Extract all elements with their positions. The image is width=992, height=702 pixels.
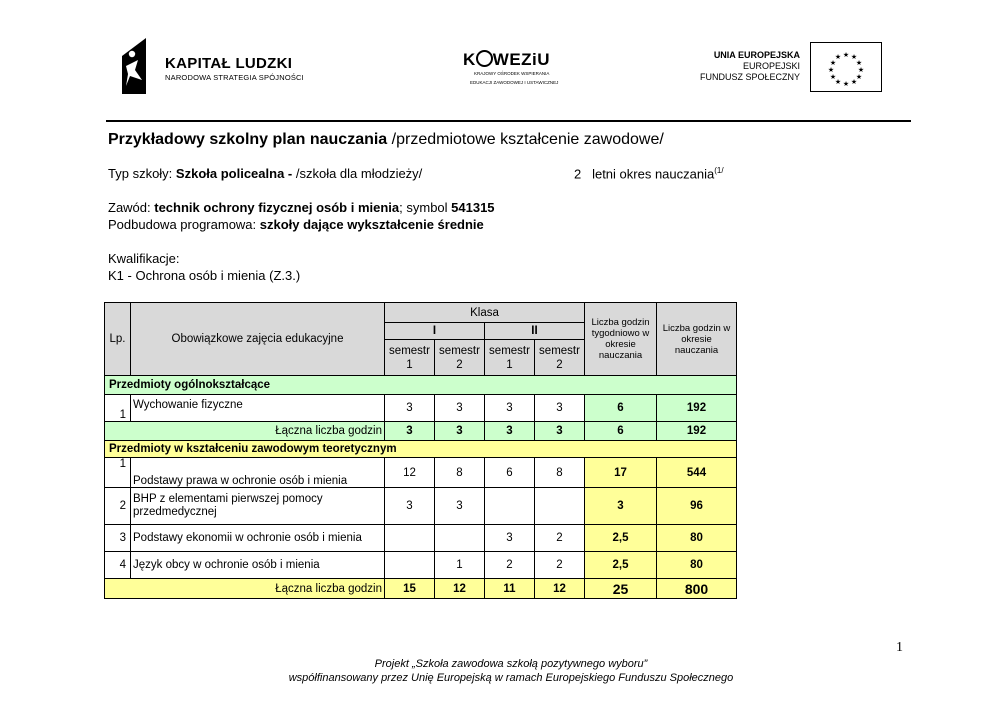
table-row: 4 Język obcy w ochronie osób i mienia 1 2 2 2,5 80 — [105, 552, 737, 579]
header-rule — [106, 120, 911, 122]
header-total-hours: Liczba godzin w okresie nauczania — [657, 303, 737, 376]
page-title: Przykładowy szkolny plan nauczania /przedmiotowe kształcenie zawodowe/ — [108, 131, 664, 148]
svg-text:★: ★ — [842, 80, 850, 88]
kapital-ludzki-logo-icon — [118, 36, 150, 96]
header-semester: semestr 1 — [485, 340, 535, 376]
svg-text:★: ★ — [855, 73, 863, 81]
svg-text:★: ★ — [850, 78, 858, 86]
header-class-II: II — [485, 323, 585, 340]
header-class-I: I — [385, 323, 485, 340]
footer-cofinanced: współfinansowany przez Unię Europejską w ramach Europejskiego Funduszu Społecznego — [288, 672, 734, 684]
svg-text:★: ★ — [850, 53, 858, 61]
table-row: 2 BHP z elementami pierwszej pomocy przedmedycznej 3 3 3 96 — [105, 488, 737, 525]
header-weekly-hours: Liczba godzin tygodniowo w okresie nauczania — [585, 303, 657, 376]
svg-text:★: ★ — [829, 59, 837, 67]
program-base: Podbudowa programowa: szkoły dające wykształcenie średnie — [108, 217, 484, 232]
svg-text:★: ★ — [842, 51, 850, 59]
footer-project: Projekt „Szkoła zawodowa szkołą pozytywnego wyboru” — [374, 658, 648, 670]
sum-row-vocational: Łączna liczba godzin 15 12 11 12 25 800 — [105, 579, 737, 599]
header-semester: semestr 2 — [535, 340, 585, 376]
page-number: 1 — [896, 640, 903, 655]
profession: Zawód: technik ochrony fizycznej osób i mienia; symbol 541315 — [108, 200, 495, 215]
header-subject: Obowiązkowe zajęcia edukacyjne — [131, 303, 385, 376]
header-klasa: Klasa — [385, 303, 585, 323]
kowezu-logo: K WEZiU — [463, 50, 551, 69]
kapital-ludzki-subtitle: NARODOWA STRATEGIA SPÓJNOŚCI — [165, 73, 304, 82]
svg-text:★: ★ — [857, 66, 865, 74]
header-lp: Lp. — [105, 303, 131, 376]
school-type: Typ szkoły: Szkoła policealna - /szkoła dla młodzieży/ — [108, 166, 423, 181]
teaching-period: 2 letni okres nauczania$^{(1/}$ — [574, 166, 724, 182]
ue-label: UNIA EUROPEJSKA EUROPEJSKI FUNDUSZ SPOŁECZNY — [699, 50, 800, 82]
kowezu-subtitle-2: EDUKACJI ZAWODOWEJ I USTAWICZNEJ — [470, 80, 559, 85]
qualification-k1: K1 - Ochrona osób i mienia (Z.3.) — [108, 268, 301, 283]
kapital-ludzki-title: KAPITAŁ LUDZKI — [165, 55, 293, 72]
table-row: 1 Wychowanie fizyczne 3 3 3 3 6 192 — [105, 395, 737, 422]
svg-text:★: ★ — [827, 66, 835, 74]
table-row: 1 Podstawy prawa w ochronie osób i mienia 12 8 6 8 17 544 — [105, 458, 737, 488]
kowezu-subtitle-1: KRAJOWY OŚRODEK WSPIERANIA — [474, 71, 550, 76]
header-semester: semestr 2 — [435, 340, 485, 376]
svg-text:★: ★ — [855, 59, 863, 67]
section-vocational: Przedmioty w kształceniu zawodowym teoretycznym — [105, 441, 737, 458]
header-semester: semestr 1 — [385, 340, 435, 376]
kowezu-sun-icon — [476, 50, 493, 67]
table-row: 3 Podstawy ekonomii w ochronie osób i mienia 3 2 2,5 80 — [105, 525, 737, 552]
section-general: Przedmioty ogólnokształcące — [105, 376, 737, 395]
svg-text:★: ★ — [829, 73, 837, 81]
sum-row-general: Łączna liczba godzin 3 3 3 3 6 192 — [105, 422, 737, 441]
svg-text:★: ★ — [834, 53, 842, 61]
qualifications-label: Kwalifikacje: — [108, 251, 180, 266]
svg-text:★: ★ — [834, 78, 842, 86]
eu-flag-icon — [810, 42, 882, 92]
curriculum-table — [104, 302, 737, 599]
